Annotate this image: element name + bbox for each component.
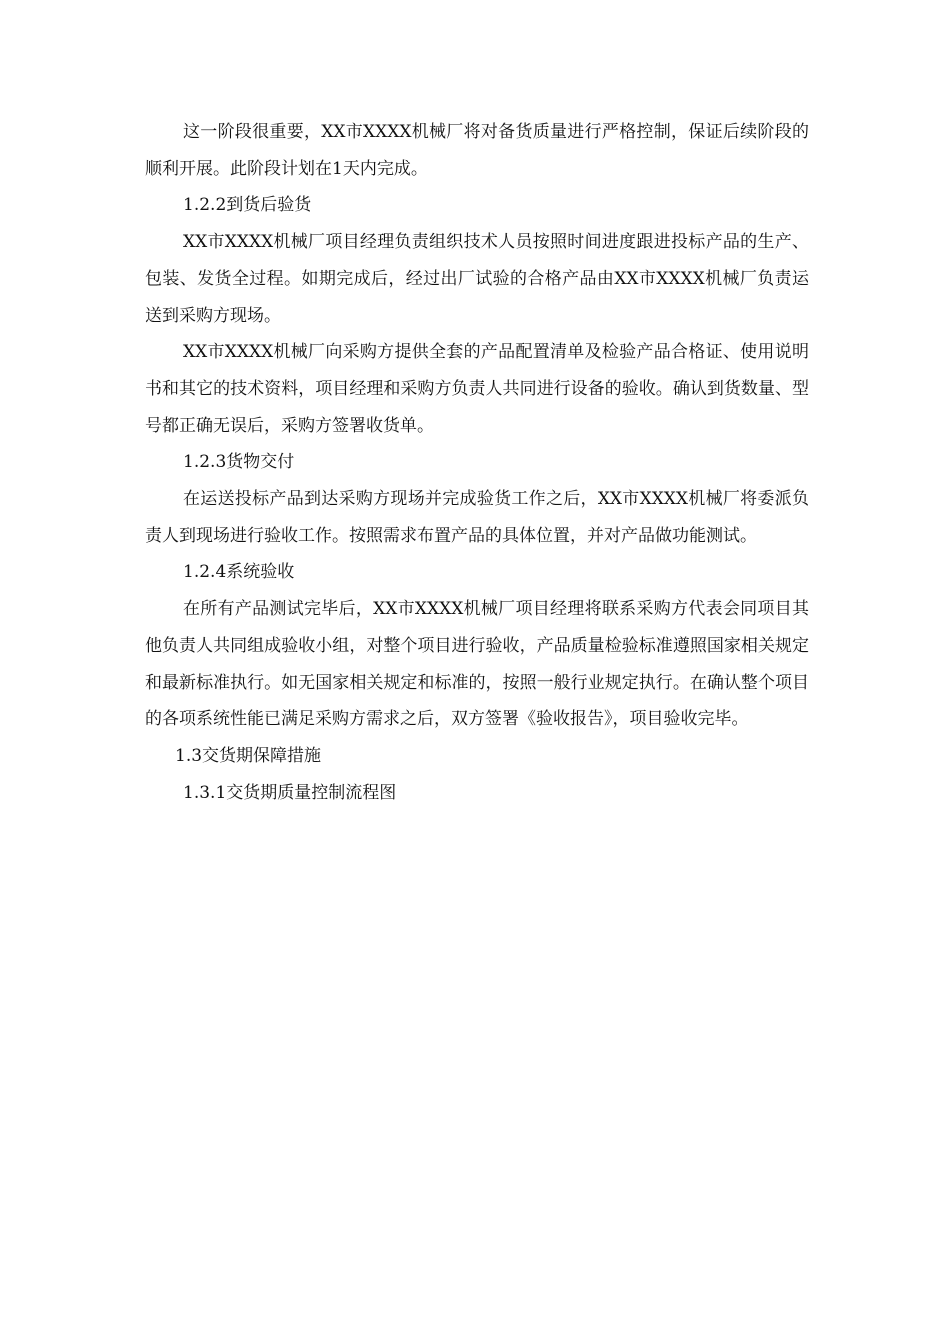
paragraph-acceptance-documents: XX市XXXX机械厂向采购方提供全套的产品配置清单及检验产品合格证、使用说明书和其它的技术资料，项目经理和采购方负责人共同进行设备的验收。确认到货数量、型号都正确无误后，采购方签署收货单。 [145, 342, 809, 436]
document-body [145, 114, 809, 811]
heading-1-2-3: 1.2.3货物交付 [183, 452, 295, 473]
heading-1-2-4: 1.2.4系统验收 [183, 562, 295, 583]
heading-1-3-1: 1.3.1交货期质量控制流程图 [183, 782, 397, 803]
paragraph-goods-handover: 在运送投标产品到达采购方现场并完成验货工作之后，XX市XXXX机械厂将委派负责人到现场进行验收工作。按照需求布置产品的具体位置，并对产品做功能测试。 [145, 489, 809, 546]
paragraph-delivery-tracking: XX市XXXX机械厂项目经理负责组织技术人员按照时间进度跟进投标产品的生产、包装、发货全过程。如期完成后，经过出厂试验的合格产品由XX市XXXX机械厂负责运送到采购方现场。 [145, 232, 809, 326]
paragraph-system-acceptance: 在所有产品测试完毕后，XX市XXXX机械厂项目经理将联系采购方代表会同项目其他负责人共同组成验收小组，对整个项目进行验收，产品质量检验标准遵照国家相关规定和最新标准执行。如无国家相关规定和标准的，按照一般行业规定执行。在确认整个项目的各项系统性能已满足采购方需求之后，双方签署《验收报告》，项目验收完毕。 [145, 599, 809, 730]
heading-1-2-2: 1.2.2到货后验货 [183, 195, 312, 216]
heading-1-3: 1.3交货期保障措施 [175, 745, 322, 766]
paragraph-stock-quality: 这一阶段很重要，XX市XXXX机械厂将对备货质量进行严格控制，保证后续阶段的顺利开展。此阶段计划在1天内完成。 [145, 122, 809, 179]
